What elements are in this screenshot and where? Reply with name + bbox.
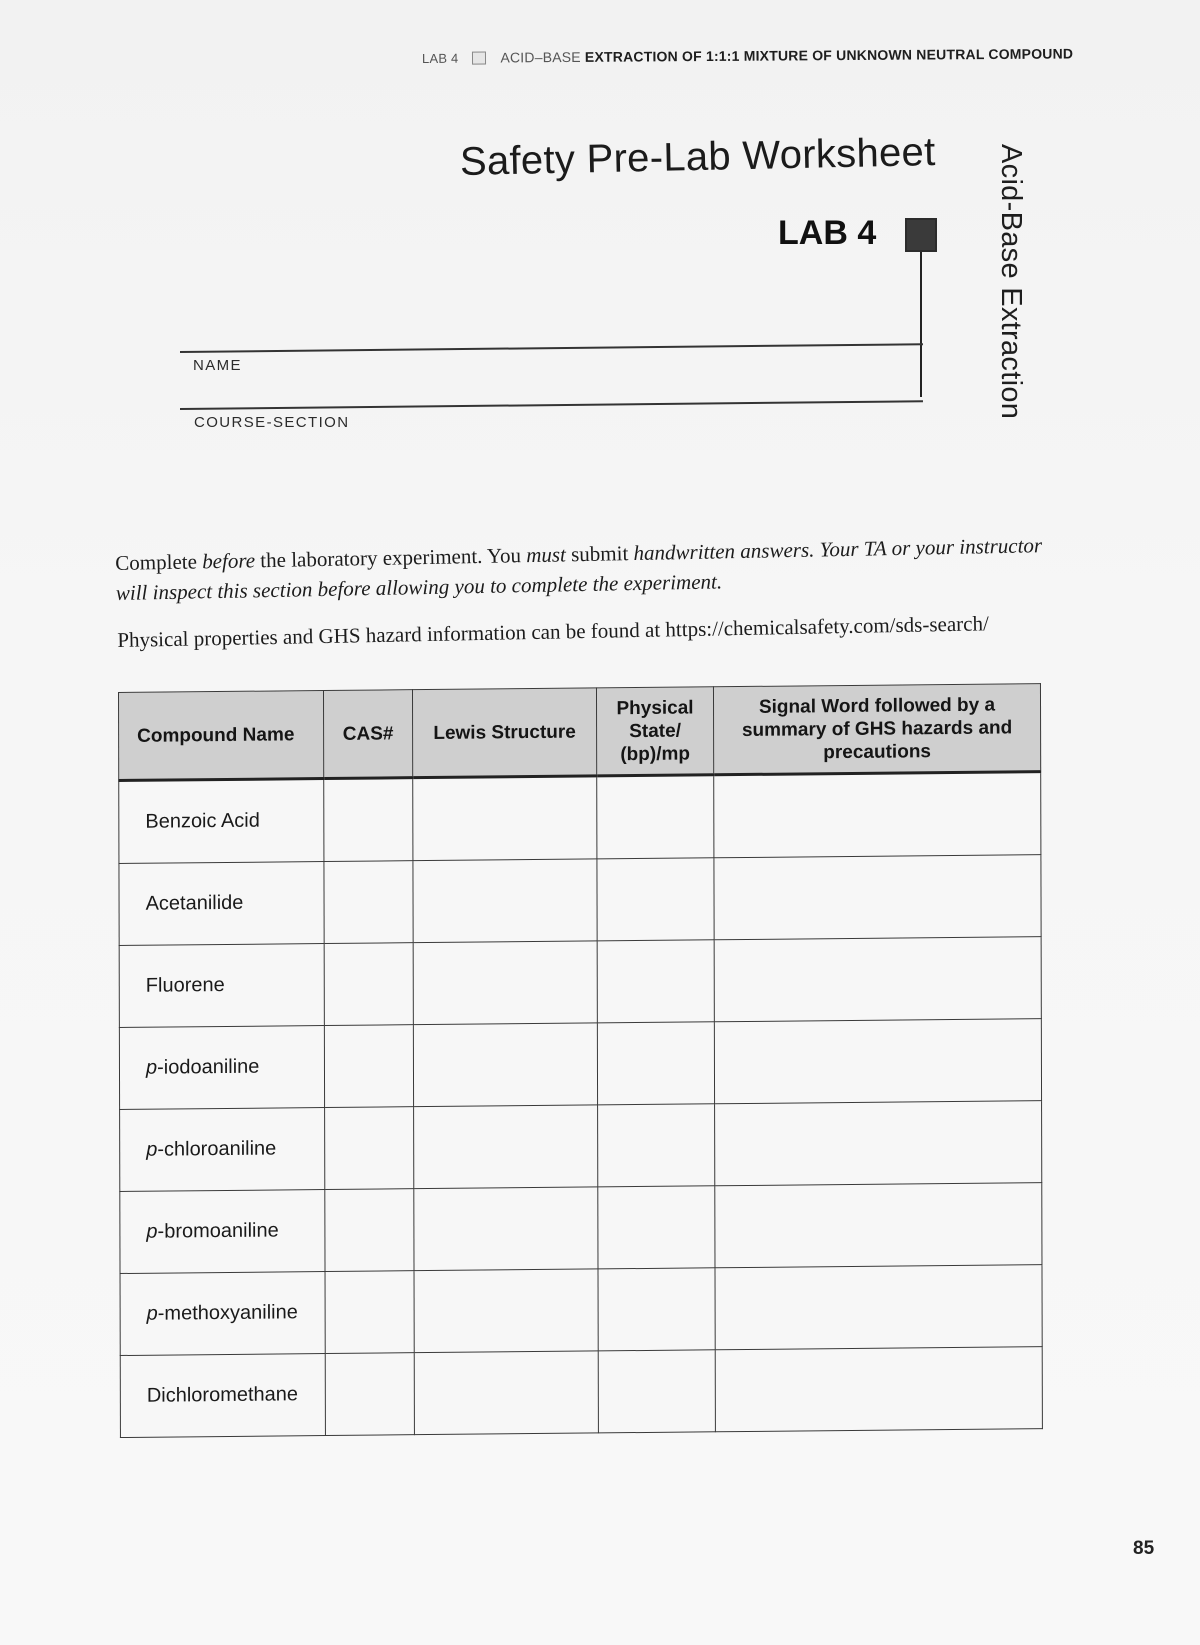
cas-cell[interactable] <box>325 1353 414 1436</box>
signal-cell[interactable] <box>715 1101 1042 1186</box>
cas-cell[interactable] <box>325 1189 414 1272</box>
compound-cell: p-bromoaniline <box>120 1190 325 1274</box>
table-row <box>119 1019 1041 1110</box>
table-row <box>119 937 1041 1028</box>
header-lab-number: LAB 4 <box>421 50 459 66</box>
lewis-cell[interactable] <box>414 1269 598 1353</box>
physical-cell[interactable] <box>597 940 714 1023</box>
header-title-part-1: ACID–BASE <box>500 48 581 66</box>
cas-cell[interactable] <box>324 943 413 1026</box>
side-title: Acid-Base Extraction <box>995 144 1027 420</box>
course-section-label: COURSE-SECTION <box>194 414 350 431</box>
compound-cell: p-iodoaniline <box>119 1026 324 1110</box>
col-header-physical: Physical State/ (bp)/mp <box>596 687 713 776</box>
instr-part-5: submit <box>565 541 634 567</box>
page-number: 85 <box>1133 1538 1155 1559</box>
physical-cell[interactable] <box>598 1350 715 1433</box>
col-header-cas: CAS# <box>323 690 412 779</box>
signal-cell[interactable] <box>715 1265 1042 1350</box>
lewis-cell[interactable] <box>413 941 597 1025</box>
physical-cell[interactable] <box>597 1022 714 1105</box>
lewis-cell[interactable] <box>413 1023 597 1107</box>
compound-cell: p-methoxyaniline <box>120 1272 325 1356</box>
cas-cell[interactable] <box>324 1025 413 1108</box>
hazard-table <box>118 683 1043 1438</box>
table-row <box>119 772 1041 864</box>
table-row <box>120 1101 1042 1192</box>
lewis-cell[interactable] <box>413 859 597 943</box>
signal-cell[interactable] <box>714 1019 1041 1104</box>
running-header <box>422 45 1073 66</box>
compound-cell: p-chloroaniline <box>120 1108 325 1192</box>
lewis-cell[interactable] <box>414 1187 598 1271</box>
instructions-paragraph <box>115 530 1046 608</box>
compound-cell: Fluorene <box>119 944 324 1028</box>
col-header-signal: Signal Word followed by a summary of GHS hazards and precautions <box>713 684 1040 775</box>
signal-cell[interactable] <box>715 1183 1042 1268</box>
properties-note: Physical properties and GHS hazard information can be found at https://chemicalsafety.com/sds-search/ <box>117 611 990 652</box>
cas-cell[interactable] <box>325 1107 414 1190</box>
instr-part-2: before <box>201 548 256 574</box>
compound-cell: Dichloromethane <box>120 1354 325 1438</box>
physical-cell[interactable] <box>597 775 714 859</box>
table-row <box>120 1347 1042 1438</box>
lewis-cell[interactable] <box>414 1105 598 1189</box>
compound-cell: Acetanilide <box>119 862 324 946</box>
cas-cell[interactable] <box>325 1271 414 1354</box>
table-row <box>119 855 1041 946</box>
table-header-row <box>119 684 1041 781</box>
cas-cell[interactable] <box>324 778 413 862</box>
lab-label: LAB 4 <box>778 214 877 252</box>
signal-cell[interactable] <box>715 1347 1042 1432</box>
instr-part-3: the laboratory experiment. You <box>254 543 527 573</box>
cas-cell[interactable] <box>324 861 413 944</box>
table-row <box>120 1265 1042 1356</box>
name-line[interactable] <box>180 343 923 352</box>
signal-cell[interactable] <box>714 937 1041 1022</box>
signal-cell[interactable] <box>714 772 1041 858</box>
physical-cell[interactable] <box>598 1186 715 1269</box>
instr-part-6: handwritten answers. Your TA or your instructor will inspect this section before allowing you to complete the experiment. <box>115 533 1043 605</box>
physical-cell[interactable] <box>597 858 714 941</box>
worksheet-title: Safety Pre-Lab Worksheet <box>459 130 936 184</box>
table-row <box>120 1183 1042 1274</box>
col-header-lewis: Lewis Structure <box>412 688 596 778</box>
hazard-table-wrapper <box>118 683 1042 1438</box>
checkbox-glyph-icon <box>472 51 486 64</box>
physical-cell[interactable] <box>598 1104 715 1187</box>
lab-square-marker <box>905 218 937 252</box>
lewis-cell[interactable] <box>414 1351 598 1435</box>
instr-part-1: Complete <box>115 549 203 575</box>
compound-cell: Benzoic Acid <box>119 779 324 864</box>
header-title-part-2: EXTRACTION OF 1:1:1 MIXTURE OF UNKNOWN NEUTRAL COMPOUND <box>584 45 1074 65</box>
col-header-compound: Compound Name <box>119 691 324 781</box>
lab-marker-stem <box>920 252 922 397</box>
lewis-cell[interactable] <box>413 776 597 861</box>
name-label: NAME <box>193 357 242 374</box>
signal-cell[interactable] <box>714 855 1041 940</box>
course-section-line[interactable] <box>180 400 923 409</box>
physical-cell[interactable] <box>598 1268 715 1351</box>
instr-part-4: must <box>525 542 567 568</box>
